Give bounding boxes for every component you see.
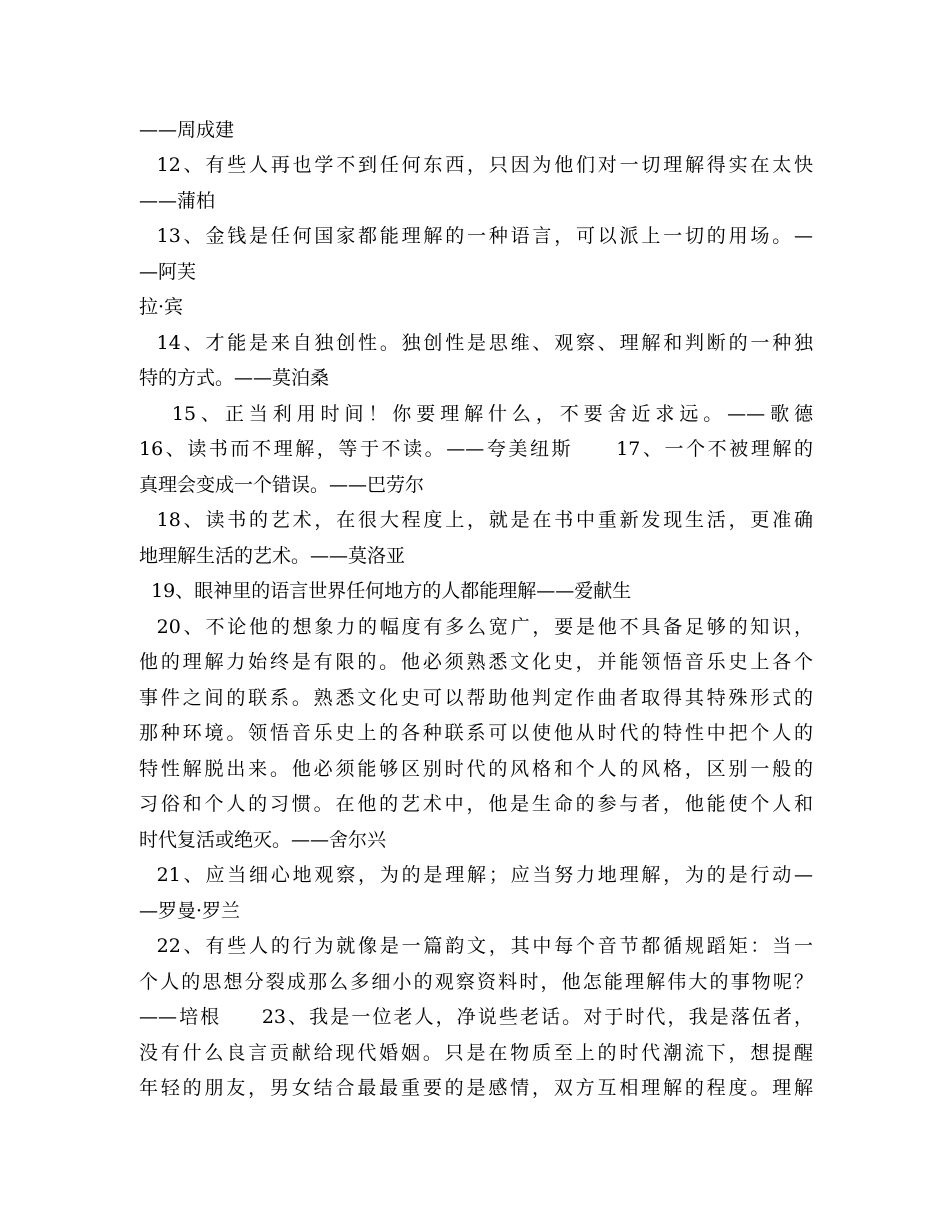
text-line: ——蒲柏	[139, 190, 216, 212]
text-line: ——周成建	[139, 119, 235, 141]
text-line: 那种环境。领悟音乐史上的各种联系可以使他从时代的特性中把个人的	[139, 722, 813, 744]
text-line: 13、金钱是任何国家都能理解的一种语言，可以派上一切的用场。—	[139, 225, 813, 247]
text-line: 19、眼神里的语言世界任何地方的人都能理解——爱献生	[139, 580, 632, 602]
text-line: 年轻的朋友，男女结合最最重要的是感情，双方互相理解的程度。理解	[139, 1077, 813, 1099]
text-line: 习俗和个人的习惯。在他的艺术中，他是生命的参与者，他能使个人和	[139, 793, 813, 815]
text-line: 14、才能是来自独创性。独创性是思维、观察、理解和判断的一种独	[139, 332, 813, 354]
text-line: 真理会变成一个错误。——巴劳尔	[139, 474, 425, 496]
text-line: 15、正当利用时间！你要理解什么，不要舍近求远。——歌德	[139, 403, 813, 425]
text-line: 特的方式。——莫泊桑	[139, 367, 330, 389]
text-line: —罗曼·罗兰	[139, 900, 241, 922]
text-line: 时代复活或绝灭。——舍尔兴	[139, 829, 387, 851]
text-line: 16、读书而不理解，等于不读。——夸美纽斯 17、一个不被理解的	[139, 438, 813, 460]
text-line: 21、应当细心地观察，为的是理解；应当努力地理解，为的是行动—	[139, 864, 813, 886]
text-line: 22、有些人的行为就像是一篇韵文，其中每个音节都循规蹈矩：当一	[139, 935, 813, 957]
text-line: 没有什么良言贡献给现代婚姻。只是在物质至上的时代潮流下，想提醒	[139, 1042, 813, 1064]
text-line: 12、有些人再也学不到任何东西，只因为他们对一切理解得实在太快	[139, 154, 813, 176]
text-line: 个人的思想分裂成那么多细小的观察资料时，他怎能理解伟大的事物呢？	[139, 971, 813, 993]
text-line: 特性解脱出来。他必须能够区别时代的风格和个人的风格，区别一般的	[139, 758, 813, 780]
text-line: 事件之间的联系。熟悉文化史可以帮助他判定作曲者取得其特殊形式的	[139, 687, 813, 709]
text-line: 他的理解力始终是有限的。他必须熟悉文化史，并能领悟音乐史上各个	[139, 651, 813, 673]
text-line: 20、不论他的想象力的幅度有多么宽广，要是他不具备足够的知识，	[139, 616, 813, 638]
text-line: ——培根 23、我是一位老人，净说些老话。对于时代，我是落伍者，	[139, 1006, 813, 1028]
text-line: 地理解生活的艺术。——莫洛亚	[139, 545, 406, 567]
text-line: 拉·宾	[139, 296, 184, 318]
text-line: —阿芙	[139, 261, 197, 283]
text-line: 18、读书的艺术，在很大程度上，就是在书中重新发现生活，更准确	[139, 509, 813, 531]
